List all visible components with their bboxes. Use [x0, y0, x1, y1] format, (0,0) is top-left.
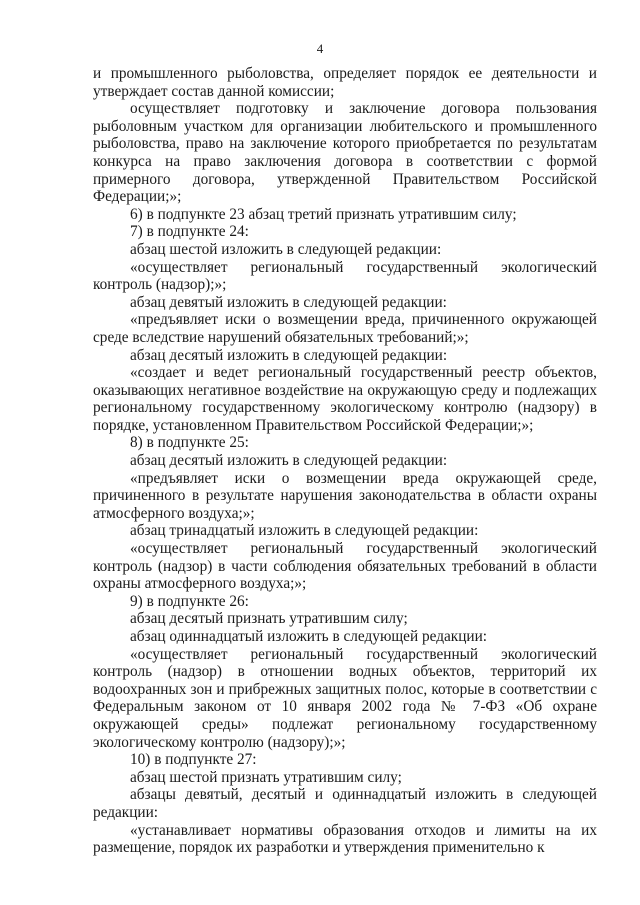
paragraph: 9) в подпункте 26:	[130, 592, 249, 610]
paragraph: абзац шестой признать утратившим силу;	[130, 768, 402, 786]
paragraph: осуществляет подготовку и заключение договора пользования рыболовным участком для организации любительского и промышленного рыболовства, право на заключение которого приобретается по результатам конкурса на право заключения договора в соответствии с формой примерного договора, утвержденной Правительством Российской Федерации;»;	[93, 100, 597, 206]
paragraph: абзац десятый изложить в следующей редакции:	[130, 452, 448, 470]
paragraph: и промышленного рыболовства, определяет порядок ее деятельности и утверждает состав данной комиссии;	[93, 65, 597, 100]
paragraph: абзац десятый изложить в следующей редакции:	[130, 346, 448, 364]
paragraph: «осуществляет региональный государственный экологический контроль (надзор);»;	[93, 258, 597, 294]
paragraph: абзац девятый изложить в следующей редакции:	[130, 293, 447, 311]
paragraph: 7) в подпункте 24:	[130, 223, 249, 241]
paragraph: 6) в подпункте 23 абзац третий признать утратившим силу;	[130, 205, 517, 223]
page-number: 4	[316, 41, 324, 56]
paragraph: абзац одиннадцатый изложить в следующей редакции:	[130, 628, 488, 645]
paragraph: «устанавливает нормативы образования отходов и лимиты на их размещение, порядок их разработки и утверждения применительно к	[93, 821, 597, 857]
paragraph: «предъявляет иски о возмещении вреда, причиненного окружающей среде вследствие нарушений обязательных требований;»;	[93, 311, 597, 346]
paragraph: абзац тринадцатый изложить в следующей редакции:	[130, 522, 479, 540]
paragraph: 8) в подпункте 25:	[130, 434, 249, 452]
paragraph: «осуществляет региональный государственный экологический контроль (надзор) в отношении водных объектов, территорий их водоохранных зон и прибрежных защитных полос, которые в соответствии с Федеральным законом от 10 января 2002 года № 7-ФЗ «Об охране окружающей среды» подлежат региональному государственному экологическому контролю (надзору);»;	[93, 645, 597, 751]
paragraph: абзац десятый признать утратившим силу;	[130, 610, 408, 628]
paragraph: «предъявляет иски о возмещении вреда окружающей среде, причиненного в результате нарушения законодательства в области охраны атмосферного воздуха;»;	[93, 469, 597, 522]
paragraph: абзац шестой изложить в следующей редакции:	[130, 240, 442, 258]
paragraph: 10) в подпункте 27:	[130, 751, 257, 769]
document-body	[93, 65, 597, 857]
paragraph: «создает и ведет региональный государственный реестр объектов, оказывающих негативное воздействие на окружающую среду и подлежащих региональному государственному экологическому контролю (надзору) в порядке, установленном Правительством Российской Федерации;»;	[93, 364, 597, 434]
paragraph: абзацы девятый, десятый и одиннадцатый изложить в следующей редакции:	[93, 786, 597, 821]
paragraph: «осуществляет региональный государственный экологический контроль (надзор) в части соблюдения обязательных требований в области охраны атмосферного воздуха;»;	[93, 540, 597, 593]
